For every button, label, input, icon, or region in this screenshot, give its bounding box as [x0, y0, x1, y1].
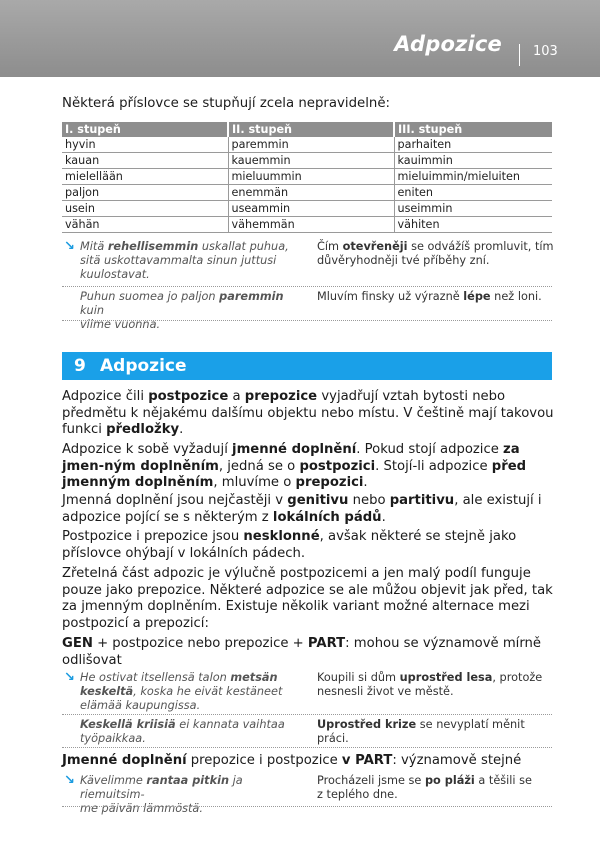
paragraph: Postpozice i prepozice jsou nesklonné, avšak některé se stejně jako příslovce ohýbají v lokálních pádech.: [62, 529, 517, 561]
paragraph: Adpozice čili postpozice a prepozice vyjadřují vztah bytosti nebo předmětu k nějakému dalšímu objektu nebo místu. V češtině mají takovou funkci předložky.: [62, 389, 554, 437]
paragraph: Zřetelná část adpozic je výlučně postpozicemi a jen malý podíl funguje pouze jako prepozice. Některé adpozice se ale můžou objevit jak před, tak za jmenným doplněním. Existuje několik variant možné alternace mezi postpozicí a prepozicí:: [62, 566, 553, 631]
table-cell: vähemmän: [228, 217, 394, 233]
example-divider: [62, 286, 552, 287]
example-finnish: Kävelimme rantaa pitkin ja riemuitsim- me päivän lämmöstä.: [80, 774, 243, 815]
example-czech: Uprostřed krize se nevyplatí měnit práci.: [317, 718, 525, 745]
example-finnish: He ostivat itsellensä talon metsän keskeltä, koska he eivät kestäneet elämää kaupungissa.: [80, 671, 283, 712]
example-arrow-icon: ↘: [64, 773, 75, 788]
example-czech: Mluvím finsky už výrazně lépe než loni.: [317, 290, 542, 303]
paragraph: GEN + postpozice nebo prepozice + PART: mohou se významově mírně odlišovat: [62, 636, 542, 668]
example-finnish: Keskellä kriisiä ei kannata vaihtaa työpaikkaa.: [80, 718, 285, 745]
example-arrow-icon: ↘: [64, 670, 75, 685]
table-cell: vähän: [62, 217, 228, 233]
example-czech: Procházeli jsme se po pláži a těšili se z teplého dne.: [317, 774, 532, 801]
paragraph: Adpozice k sobě vyžadují jmenné doplnění. Pokud stojí adpozice za jmen-ným doplněním, jedná se o postpozici. Stojí-li adpozice před jmenným doplněním, mluvíme o prepozici.: [62, 442, 527, 490]
column-header: III. stupeň: [394, 122, 552, 137]
adverb-comparison-table: [62, 122, 552, 233]
table-cell: kauemmin: [228, 153, 394, 169]
table-cell: paremmin: [228, 137, 394, 153]
column-header: I. stupeň: [62, 122, 228, 137]
table-cell: useimmin: [394, 201, 552, 217]
table-cell: parhaiten: [394, 137, 552, 153]
example-divider: [62, 806, 552, 807]
table-cell: mieluummin: [228, 169, 394, 185]
table-cell: enemmän: [228, 185, 394, 201]
table-cell: vähiten: [394, 217, 552, 233]
intro-text: Některá příslovce se stupňují zcela nepravidelně:: [62, 96, 390, 111]
column-header: II. stupeň: [228, 122, 394, 137]
table-header-row: [62, 122, 552, 137]
table-cell: kauan: [62, 153, 228, 169]
paragraph: Jmenné doplnění prepozice i postpozice v PART: významově stejné: [62, 753, 522, 768]
example-finnish: Puhun suomea jo paljon paremmin kuin viime vuonna.: [80, 290, 284, 331]
example-divider: [62, 320, 552, 321]
table-cell: usein: [62, 201, 228, 217]
header-divider: [519, 44, 520, 66]
section-number: 9: [74, 356, 86, 376]
table-cell: mielellään: [62, 169, 228, 185]
example-divider: [62, 714, 552, 715]
table-cell: eniten: [394, 185, 552, 201]
example-arrow-icon: ↘: [64, 239, 75, 254]
table-cell: mieluimmin/mieluiten: [394, 169, 552, 185]
table-row: [62, 169, 552, 185]
chapter-title: Adpozice: [394, 32, 502, 56]
section-title: Adpozice: [100, 356, 187, 376]
table-cell: hyvin: [62, 137, 228, 153]
table-row: [62, 153, 552, 169]
example-czech: Čím otevřeněji se odvážíš promluvit, tím důvěryhodněji tvé příběhy zní.: [317, 240, 554, 267]
page-number: 103: [533, 44, 558, 59]
paragraph: Jmenná doplnění jsou nejčastěji v genitivu nebo partitivu, ale existují i adpozice pojící se s některým z lokálních pádů.: [62, 493, 542, 525]
table-row: [62, 217, 552, 233]
table-row: [62, 185, 552, 201]
table-row: [62, 201, 552, 217]
page-header: [0, 0, 600, 77]
example-divider: [62, 747, 552, 748]
example-finnish: Mitä rehellisemmin uskallat puhua, sitä uskottavammalta sinun juttusi kuulostavat.: [80, 240, 289, 281]
table-cell: paljon: [62, 185, 228, 201]
example-czech: Koupili si dům uprostřed lesa, protože nesnesli život ve městě.: [317, 671, 543, 698]
table-cell: kauimmin: [394, 153, 552, 169]
table-cell: useammin: [228, 201, 394, 217]
section-heading: [62, 352, 552, 380]
table-row: [62, 137, 552, 153]
